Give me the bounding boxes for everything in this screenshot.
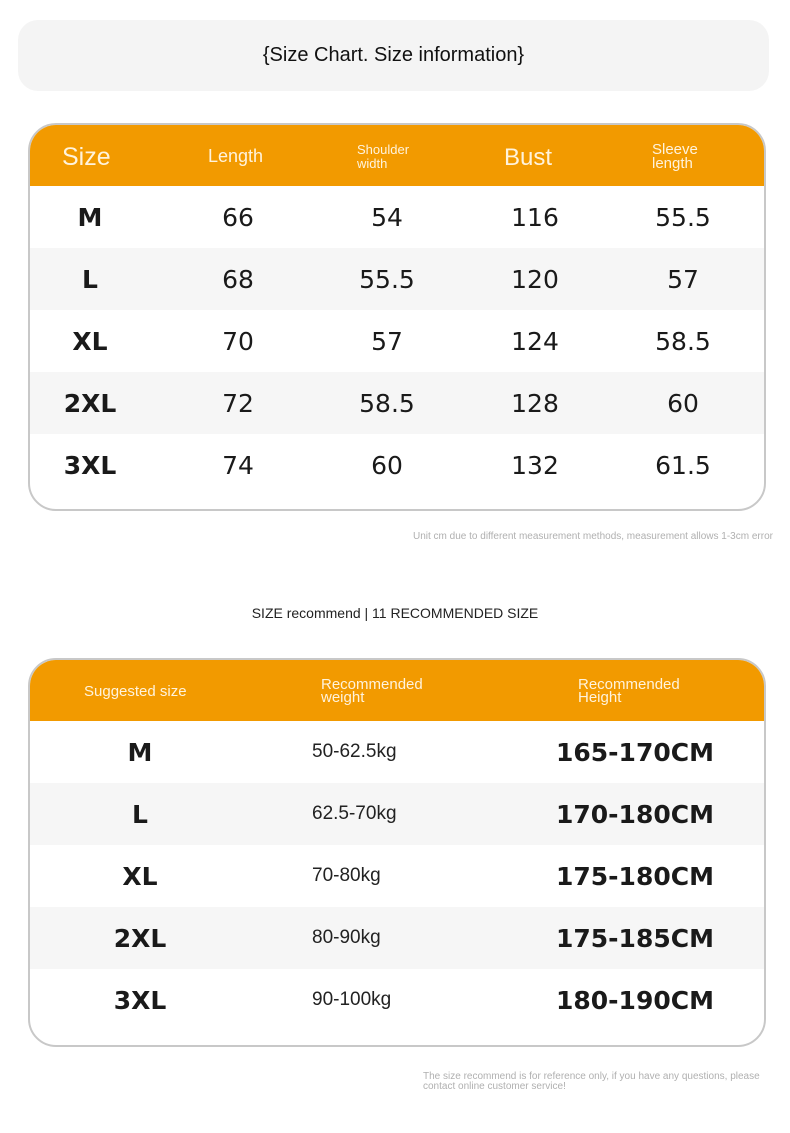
recommended-weight: 80-90kg [312, 927, 381, 948]
header-recommended-weight: Recommended weight [321, 676, 423, 706]
size-value: 57 [667, 264, 699, 294]
measurement-note: Unit cm due to different measurement methods, measurement allows 1-3cm error [413, 531, 773, 542]
table-row [30, 721, 764, 783]
header-shoulder-width: Shoulder width [357, 142, 410, 171]
size-label: M [77, 202, 103, 232]
table-row [30, 783, 764, 845]
recommended-weight: 62.5-70kg [312, 803, 397, 824]
size-label: L [82, 264, 98, 294]
size-label: XL [72, 326, 108, 356]
suggested-size: M [127, 737, 153, 767]
table-row [30, 186, 764, 248]
table-row [30, 845, 764, 907]
size-chart-header [30, 125, 764, 186]
size-value: 55.5 [655, 202, 711, 232]
recommend-heading: SIZE recommend | 11 RECOMMENDED SIZE [251, 605, 539, 621]
suggested-size: 2XL [113, 923, 167, 953]
recommend-table [28, 658, 766, 1047]
table-row [30, 969, 764, 1031]
size-value: 68 [222, 264, 254, 294]
header-bust: Bust [504, 144, 553, 171]
recommended-weight: 70-80kg [312, 865, 381, 886]
recommended-height: 170-180CM [556, 799, 714, 829]
size-value: 57 [371, 326, 403, 356]
size-label: 2XL [63, 388, 117, 418]
recommend-note: The size recommend is for reference only, if you have any questions, please contact online customer service! [423, 1071, 760, 1092]
size-chart-table [28, 123, 766, 511]
table-row [30, 907, 764, 969]
size-value: 74 [222, 450, 254, 480]
header-recommended-height: Recommended Height [578, 676, 680, 706]
size-value: 124 [511, 326, 559, 356]
size-value: 54 [371, 202, 403, 232]
size-value: 132 [511, 450, 559, 480]
recommended-weight: 90-100kg [312, 989, 392, 1010]
size-value: 128 [511, 388, 559, 418]
size-value: 72 [222, 388, 254, 418]
recommended-height: 180-190CM [556, 985, 714, 1015]
table-row [30, 372, 764, 434]
size-value: 70 [222, 326, 254, 356]
size-value: 116 [511, 202, 559, 232]
size-value: 61.5 [655, 450, 711, 480]
size-value: 58.5 [655, 326, 711, 356]
table-row [30, 310, 764, 372]
header-sleeve-length: Sleeve length [652, 141, 698, 172]
size-value: 60 [667, 388, 699, 418]
size-value: 120 [511, 264, 559, 294]
size-value: 60 [371, 450, 403, 480]
header-length: Length [208, 146, 264, 166]
suggested-size: L [132, 799, 148, 829]
size-value: 55.5 [359, 264, 415, 294]
recommended-height: 165-170CM [556, 737, 714, 767]
size-label: 3XL [63, 450, 117, 480]
header-suggested-size: Suggested size [84, 683, 187, 700]
size-value: 66 [222, 202, 254, 232]
recommended-height: 175-185CM [556, 923, 714, 953]
recommend-header [30, 660, 764, 721]
page-title: {Size Chart. Size information} [18, 20, 769, 91]
recommended-weight: 50-62.5kg [312, 741, 397, 762]
suggested-size: XL [122, 861, 158, 891]
size-value: 58.5 [359, 388, 415, 418]
recommended-height: 175-180CM [556, 861, 714, 891]
header-size: Size [62, 143, 111, 171]
table-row [30, 248, 764, 310]
table-row [30, 434, 764, 496]
suggested-size: 3XL [113, 985, 167, 1015]
